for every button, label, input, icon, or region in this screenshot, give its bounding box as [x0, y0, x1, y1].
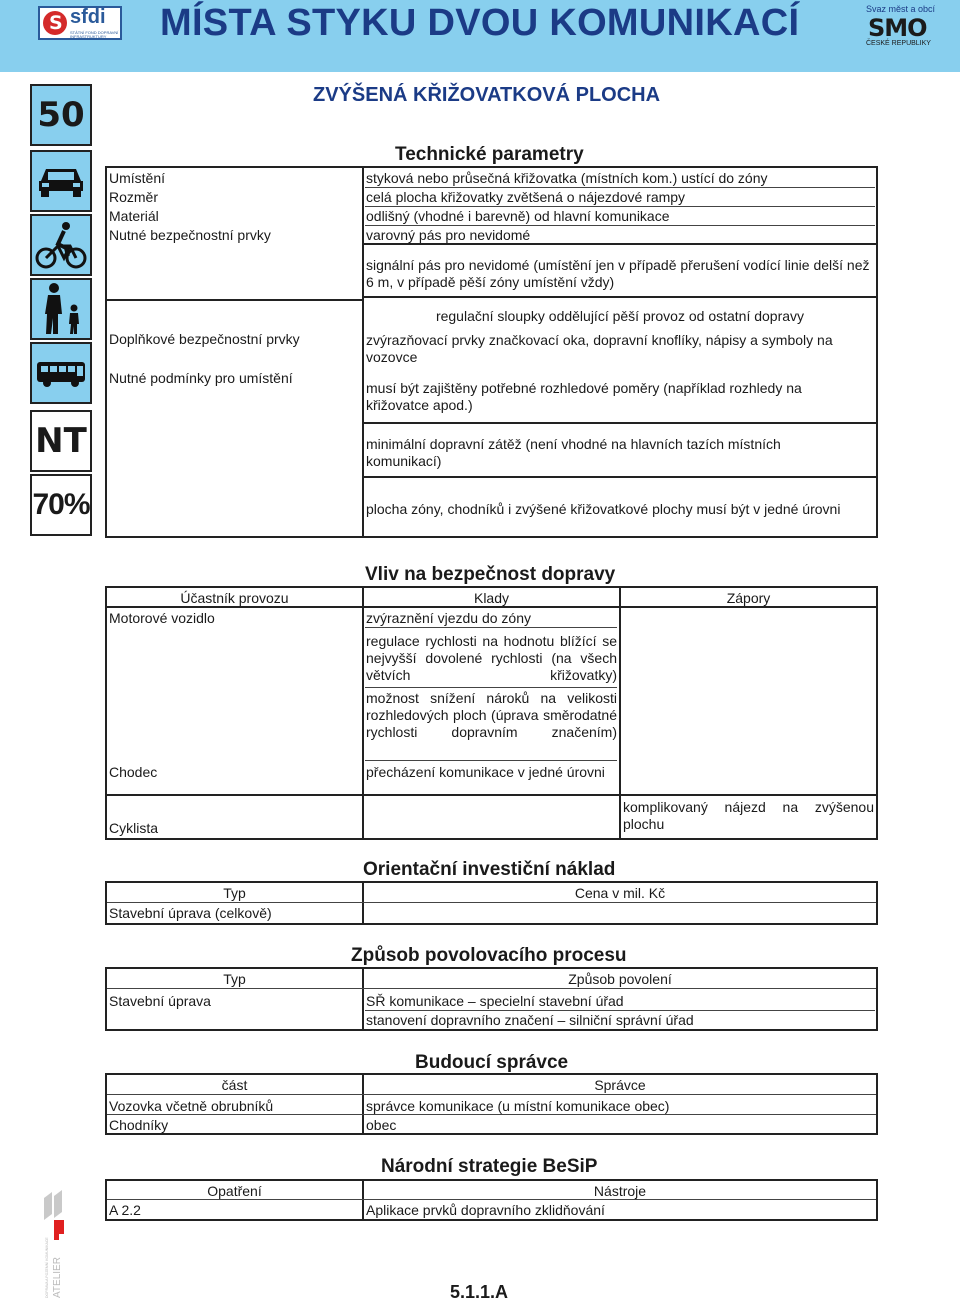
label-doplnkove-prvky: Doplňkové bezpečnostní prvky: [109, 331, 300, 347]
cost-title: Orientační investiční náklad: [363, 859, 616, 880]
pros-item: regulace rychlosti na hodnotu blížící se nejvyšší dovolené rychlosti (na všech větvích křižovatky): [366, 633, 617, 683]
value-rozhledove-pomery: musí být zajištěny potřebné rozhledové poměry (například rozhledy na křižovatce apod.): [366, 380, 802, 413]
value-sloupky: regulační sloupky oddělující pěší provoz od ostatní dopravy: [435, 308, 805, 324]
pros-item: možnost snížení nároků na velikosti rozhledových ploch (úprava směrodatné rychlosti dopravním značením): [366, 690, 617, 740]
pros-underline: [365, 687, 617, 688]
label-material: Materiál: [109, 208, 159, 224]
pedestrian-icon: [30, 278, 92, 340]
participant-pedestrian: Chodec: [109, 764, 158, 780]
percent-badge: 70%: [30, 474, 92, 536]
smo-logo-top: Svaz měst a obcí: [866, 4, 936, 14]
value-zvyraznovaci-prvky: zvýrazňovací prvky značkovací oka, dopravní knoflíky, nápisy a symboly na vozovce: [366, 332, 833, 365]
cyclist-icon: [30, 214, 92, 276]
cost-row-type: Stavební úprava (celkově): [109, 905, 272, 921]
smo-logo-text: SMO: [868, 14, 927, 42]
speed-limit-badge: 50: [30, 84, 92, 146]
safety-divider: [619, 586, 621, 840]
strategy-tool: Aplikace prvků dopravního zklidňování: [366, 1202, 605, 1218]
label-rozmer: Rozměr: [109, 189, 159, 205]
permit-header-type: Typ: [223, 971, 246, 987]
permit-way: SŘ komunikace – specielní stavební úřad: [366, 993, 624, 1009]
row-divider: [105, 794, 878, 796]
atelier-text: ATELIER: [52, 1257, 63, 1298]
value-rozmer: celá plocha křižovatky zvětšená o nájezdové rampy: [366, 189, 686, 205]
page-title: MÍSTA STYKU DVOU KOMUNIKACÍ: [160, 2, 800, 44]
permit-type: Stavební úprava: [109, 993, 211, 1009]
sfdi-logo: [38, 6, 122, 40]
strategy-title: Národní strategie BeSiP: [381, 1156, 598, 1177]
cons-item: komplikovaný nájezd na zvýšenou plochu: [623, 799, 874, 832]
value-underline: [365, 225, 875, 226]
sfdi-mark-icon: [43, 11, 67, 35]
pros-underline: [365, 627, 617, 628]
atelier-subtext: DOPRAVA A POZEMNÍ KOMUNIKACE: [45, 1237, 49, 1298]
permit-way: stanovení dopravního značení – silniční správní úřad: [366, 1012, 694, 1028]
strategy-header-tools: Nástroje: [593, 1183, 647, 1199]
nt-badge: NT: [30, 410, 92, 472]
row-divider: [362, 476, 878, 478]
safety-divider: [362, 586, 364, 840]
smo-logo: [866, 4, 936, 48]
label-nutne-podminky: Nutné podmínky pro umístění: [109, 370, 293, 386]
permit-header-way: Způsob povolení: [568, 971, 672, 987]
atelier-logo: [38, 1190, 68, 1300]
label-umisteni: Umístění: [109, 170, 166, 186]
safety-header-participant: Účastník provozu: [180, 590, 289, 606]
safety-header-cons: Zápory: [726, 590, 771, 606]
value-nutne-prvky: varovný pás pro nevidomé: [366, 227, 531, 243]
technical-divider: [362, 166, 364, 538]
technical-title: Technické parametry: [395, 144, 584, 165]
manager-part: Vozovka včetně obrubníků: [109, 1098, 274, 1114]
safety-header-pros: Klady: [473, 590, 510, 606]
row-divider: [362, 296, 878, 298]
row-divider: [105, 299, 363, 301]
manager-header-admin: Správce: [594, 1077, 646, 1093]
manager-part: Chodníky: [109, 1117, 169, 1133]
strategy-measure: A 2.2: [109, 1202, 141, 1218]
value-material: odlišný (vhodné i barevně) od hlavní komunikace: [366, 208, 670, 224]
cost-header-type: Typ: [223, 885, 246, 901]
value-underline: [365, 187, 875, 188]
strategy-header-measure: Opatření: [207, 1183, 262, 1199]
manager-title: Budoucí správce: [415, 1052, 569, 1073]
permit-title: Způsob povolovacího procesu: [351, 945, 627, 966]
manager-header-part: část: [221, 1077, 248, 1093]
sfdi-logo-subtext: STÁTNÍ FOND DOPRAVNÍ INFRASTRUKTURY: [70, 30, 119, 39]
participant-vehicle: Motorové vozidlo: [109, 610, 215, 626]
cost-header-line: [107, 902, 876, 903]
safety-title: Vliv na bezpečnost dopravy: [365, 564, 616, 585]
value-umisteni: styková nebo průsečná křižovatka (místních kom.) ustící do zóny: [366, 170, 768, 186]
permit-row-line: [365, 1010, 875, 1011]
page-number: 5.1.1.A: [450, 1282, 509, 1302]
manager-header-line: [107, 1094, 876, 1095]
value-underline: [365, 206, 875, 207]
cost-header-price: Cena v mil. Kč: [574, 885, 666, 901]
smo-logo-bottom: ČESKÉ REPUBLIKY: [866, 40, 931, 47]
value-dopravni-zatez: minimální dopravní zátěž (není vhodné na hlavních tazích místních komunikací): [366, 436, 781, 469]
pros-item: zvýraznění vjezdu do zóny: [366, 610, 531, 626]
row-divider: [362, 422, 878, 424]
label-nutne-prvky: Nutné bezpečnostní prvky: [109, 227, 271, 243]
subtitle: ZVÝŠENÁ KŘIŽOVATKOVÁ PLOCHA: [313, 84, 661, 106]
pros-underline: [365, 760, 617, 761]
technical-header-line: [362, 166, 878, 168]
pros-item: přecházení komunikace v jedné úrovni: [366, 764, 605, 780]
value-jedna-uroven: plocha zóny, chodníků i zvýšené křižovatkové plochy musí být v jedné úrovni: [366, 501, 841, 517]
participant-cyclist: Cyklista: [109, 820, 159, 836]
car-icon: [30, 150, 92, 212]
manager-admin: správce komunikace (u místní komunikace obec): [366, 1098, 670, 1114]
value-signalni-pas: signální pás pro nevidomé (umístění jen v případě přerušení vodící linie delší než 6 m, v případě pěší zóny umístění vždy): [366, 257, 870, 290]
manager-admin: obec: [366, 1117, 397, 1133]
sfdi-logo-text: sfdi: [70, 6, 106, 28]
permit-header-line: [107, 988, 876, 989]
bus-icon: [30, 342, 92, 404]
